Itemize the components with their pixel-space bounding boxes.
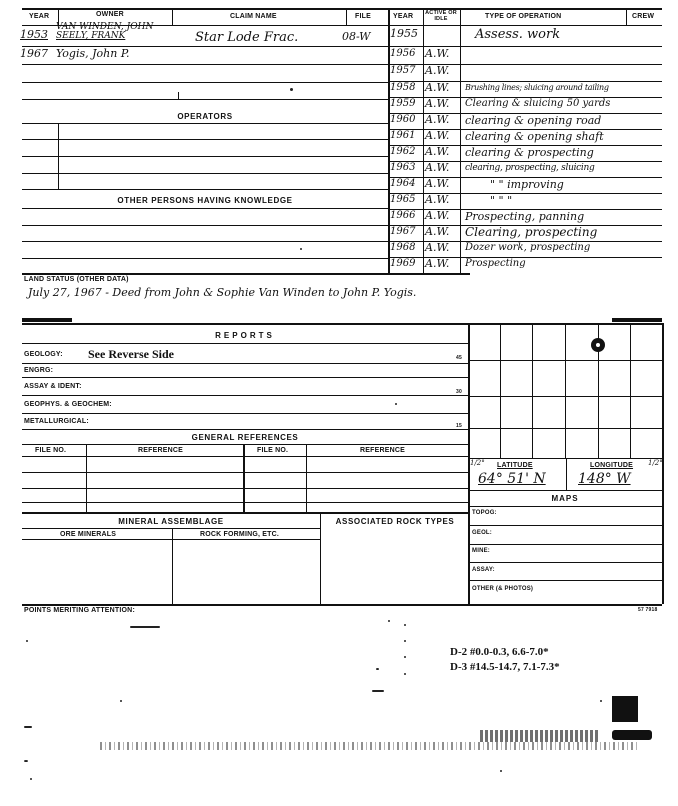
operators-bottom bbox=[22, 189, 388, 190]
op-status: A.W. bbox=[425, 64, 450, 77]
maps-line bbox=[468, 544, 662, 545]
smudge-right bbox=[612, 318, 662, 322]
refs-line bbox=[22, 472, 468, 473]
owner-1: SEELY, FRANK bbox=[56, 31, 126, 41]
owner-row-line bbox=[22, 64, 388, 65]
reports-line bbox=[22, 343, 468, 344]
general-references-title: GENERAL REFERENCES bbox=[191, 433, 299, 442]
grid-col bbox=[500, 323, 501, 458]
assoc-rock-sep bbox=[320, 512, 321, 604]
op-year: 1960 bbox=[390, 114, 416, 125]
op-year: 1957 bbox=[390, 65, 416, 76]
file-1: 08-W bbox=[342, 30, 371, 43]
op-type: clearing & opening shaft bbox=[465, 130, 604, 143]
form-number: 57 7918 bbox=[638, 607, 658, 613]
grid-col bbox=[565, 323, 566, 458]
op-status: A.W. bbox=[425, 97, 450, 110]
other-persons-line bbox=[22, 241, 388, 242]
scale-left: 1/2° bbox=[470, 459, 485, 467]
mineral-line bbox=[22, 539, 320, 540]
claim-name-header: CLAIM NAME bbox=[230, 13, 277, 20]
associated-rock-types-header: ASSOCIATED ROCK TYPES bbox=[335, 517, 455, 526]
op-status: A.W. bbox=[425, 161, 450, 174]
operations-bottom bbox=[22, 273, 470, 275]
op-status: A.W. bbox=[425, 113, 450, 126]
op-year: 1958 bbox=[390, 82, 416, 93]
op-year: 1964 bbox=[390, 178, 416, 189]
scan-noise-dark bbox=[480, 730, 600, 742]
scale-right: 1/2° bbox=[648, 459, 663, 467]
op-type: clearing & prospecting bbox=[465, 146, 594, 159]
maps-assay: ASSAY: bbox=[472, 567, 495, 573]
tick bbox=[178, 92, 179, 100]
file-header: FILE bbox=[355, 13, 371, 20]
speck bbox=[388, 620, 390, 622]
col-sep bbox=[346, 9, 347, 25]
refs-col-file-no: FILE NO. bbox=[35, 447, 67, 454]
speck bbox=[500, 770, 502, 772]
op-year: 1955 bbox=[390, 27, 418, 40]
refs-col-sep bbox=[243, 444, 245, 512]
maps-mine: MINE: bbox=[472, 548, 490, 554]
op-year: 1962 bbox=[390, 146, 416, 157]
refs-line bbox=[22, 444, 468, 445]
speck bbox=[24, 726, 32, 728]
op-type: " " " bbox=[490, 194, 513, 207]
reports-line bbox=[22, 413, 468, 414]
other-persons-line bbox=[22, 208, 388, 209]
assay-label: ASSAY & IDENT: bbox=[24, 383, 82, 390]
reports-title: REPORTS bbox=[215, 331, 275, 340]
metallurgical-num: 15 bbox=[456, 423, 462, 429]
refs-col-sep bbox=[306, 444, 307, 512]
claim-1: Star Lode Frac. bbox=[195, 30, 299, 45]
latlong-sep bbox=[566, 458, 567, 490]
op-type: Prospecting, panning bbox=[465, 210, 585, 223]
active-idle-header: ACTIVE OR IDLE bbox=[425, 10, 457, 22]
refs-col-reference: REFERENCE bbox=[138, 447, 183, 454]
maps-line bbox=[468, 562, 662, 563]
op-status: A.W. bbox=[425, 225, 450, 238]
geology-value: See Reverse Side bbox=[88, 347, 174, 361]
active-col-sep bbox=[423, 9, 424, 274]
maps-line bbox=[468, 506, 662, 507]
operators-header: OPERATORS bbox=[177, 112, 233, 121]
op-type: Prospecting bbox=[465, 258, 526, 269]
op-type: clearing, prospecting, sluicing bbox=[465, 163, 595, 173]
year2-header: YEAR bbox=[393, 13, 414, 20]
geology-num: 45 bbox=[456, 355, 462, 361]
op-year: 1956 bbox=[390, 48, 416, 59]
mineral-assemblage-title: MINERAL ASSEMBLAGE bbox=[118, 517, 224, 526]
metallurgical-label: METALLURGICAL: bbox=[24, 418, 89, 425]
owner-year-2: 1967 bbox=[20, 47, 48, 60]
owner-year-1: 1953 bbox=[20, 28, 48, 41]
op-type: Brushing lines; sluicing around tailing bbox=[465, 83, 609, 92]
geology-label: GEOLOGY: bbox=[24, 351, 63, 358]
op-type: Dozer work, prospecting bbox=[465, 242, 591, 253]
maps-top bbox=[468, 490, 662, 491]
owner-2: Yogis, John P. bbox=[56, 47, 130, 60]
op-status: A.W. bbox=[425, 209, 450, 222]
owner-row-line bbox=[22, 82, 388, 83]
rock-forming-header: ROCK FORMING, ETC. bbox=[200, 531, 280, 538]
speck bbox=[404, 673, 406, 675]
speck bbox=[372, 690, 384, 692]
longitude-value: 148° W bbox=[578, 471, 631, 487]
scan-blob bbox=[612, 730, 652, 740]
reports-line bbox=[22, 429, 468, 430]
maps-topog: TOPOG: bbox=[472, 510, 497, 516]
points-meriting-label: POINTS MERITING ATTENTION: bbox=[24, 607, 135, 614]
refs-line bbox=[22, 488, 468, 489]
speck bbox=[30, 778, 32, 780]
op-type: clearing & opening road bbox=[465, 114, 602, 127]
smudge-left bbox=[22, 318, 72, 322]
reports-line bbox=[22, 395, 468, 396]
land-status-note: July 27, 1967 - Deed from John & Sophie Van Winden to John P. Yogis. bbox=[28, 286, 417, 299]
op-year: 1965 bbox=[390, 194, 416, 205]
operators-col-sep bbox=[58, 123, 59, 189]
op-status: A.W. bbox=[425, 193, 450, 206]
op-status: A.W. bbox=[425, 257, 450, 270]
grid-col bbox=[532, 323, 533, 458]
maps-title: MAPS bbox=[551, 494, 579, 503]
operators-line bbox=[22, 156, 388, 157]
mineral-bottom bbox=[22, 604, 662, 606]
mineral-col-sep bbox=[172, 528, 173, 604]
op-status: A.W. bbox=[425, 129, 450, 142]
op-year: 1966 bbox=[390, 210, 416, 221]
speck bbox=[120, 700, 122, 702]
mineral-line bbox=[22, 528, 320, 529]
latitude-label: LATITUDE bbox=[497, 462, 533, 469]
speck bbox=[290, 88, 293, 91]
geophys-label: GEOPHYS. & GEOCHEM: bbox=[24, 401, 112, 408]
speck bbox=[26, 640, 28, 642]
owner-header: OWNER bbox=[96, 11, 124, 18]
speck bbox=[404, 640, 406, 642]
refs-line bbox=[22, 456, 468, 457]
speck bbox=[395, 403, 397, 405]
op-status: A.W. bbox=[425, 47, 450, 60]
operators-line bbox=[22, 123, 388, 124]
refs-bottom bbox=[22, 512, 468, 514]
other-persons-header: OTHER PERSONS HAVING KNOWLEDGE bbox=[117, 196, 293, 205]
op-type: Assess. work bbox=[475, 27, 561, 42]
top-border bbox=[22, 8, 662, 10]
maps-geol: GEOL: bbox=[472, 530, 492, 536]
speck bbox=[404, 624, 406, 626]
op-year: 1961 bbox=[390, 130, 416, 141]
op-type: Clearing, prospecting bbox=[465, 225, 598, 239]
speck bbox=[600, 700, 602, 702]
location-marker-center bbox=[596, 343, 600, 347]
reports-top-border bbox=[22, 323, 662, 325]
op-year: 1959 bbox=[390, 98, 416, 109]
refs-col-sep bbox=[86, 444, 87, 512]
op-year: 1969 bbox=[390, 258, 416, 269]
latitude-value: 64° 51' N bbox=[478, 471, 546, 487]
op-year: 1967 bbox=[390, 226, 416, 237]
refs-col-file-no-2: FILE NO. bbox=[257, 447, 289, 454]
op-year: 1968 bbox=[390, 242, 416, 253]
crew-header: CREW bbox=[632, 13, 655, 20]
op-status: A.W. bbox=[425, 81, 450, 94]
reports-line bbox=[22, 377, 468, 378]
type-operation-header: TYPE OF OPERATION bbox=[485, 13, 562, 20]
op-status: A.W. bbox=[425, 177, 450, 190]
speck bbox=[300, 248, 302, 250]
maps-line bbox=[468, 525, 662, 526]
operators-line bbox=[22, 139, 388, 140]
maps-other: OTHER (& PHOTOS) bbox=[472, 586, 534, 592]
refs-col-reference-2: REFERENCE bbox=[360, 447, 405, 454]
crew-col-sep bbox=[626, 9, 627, 25]
speck bbox=[130, 626, 160, 628]
op-status: A.W. bbox=[425, 241, 450, 254]
op-type: Clearing & sluicing 50 yards bbox=[465, 98, 611, 109]
year-header: YEAR bbox=[29, 13, 50, 20]
op-year: 1963 bbox=[390, 162, 416, 173]
ore-minerals-header: ORE MINERALS bbox=[60, 531, 117, 538]
grid-col bbox=[630, 323, 631, 458]
type-col-sep bbox=[460, 9, 461, 274]
reports-line bbox=[22, 363, 468, 364]
speck bbox=[24, 760, 28, 762]
other-persons-line bbox=[22, 258, 388, 259]
latlong-top bbox=[468, 458, 662, 459]
longitude-label: LONGITUDE bbox=[590, 462, 634, 469]
refs-line bbox=[22, 502, 468, 503]
scan-noise-band bbox=[100, 742, 640, 750]
maps-line bbox=[468, 580, 662, 581]
other-persons-line bbox=[22, 225, 388, 226]
points-line-2: D-3 #14.5-14.7, 7.1-7.3* bbox=[450, 661, 560, 673]
scan-black-square bbox=[612, 696, 638, 722]
operators-line bbox=[22, 173, 388, 174]
speck bbox=[404, 656, 406, 658]
col-sep bbox=[172, 9, 173, 25]
owner-top-1: VAN WINDEN, JOHN bbox=[56, 22, 154, 32]
owner-row-line bbox=[22, 99, 388, 100]
assay-num: 30 bbox=[456, 389, 462, 395]
op-status: A.W. bbox=[425, 145, 450, 158]
land-status-header: LAND STATUS (OTHER DATA) bbox=[24, 276, 129, 283]
points-line-1: D-2 #0.0-0.3, 6.6-7.0* bbox=[450, 646, 549, 658]
op-type: " " improving bbox=[490, 178, 564, 191]
engrg-label: ENGRG: bbox=[24, 367, 54, 374]
speck bbox=[376, 668, 379, 670]
